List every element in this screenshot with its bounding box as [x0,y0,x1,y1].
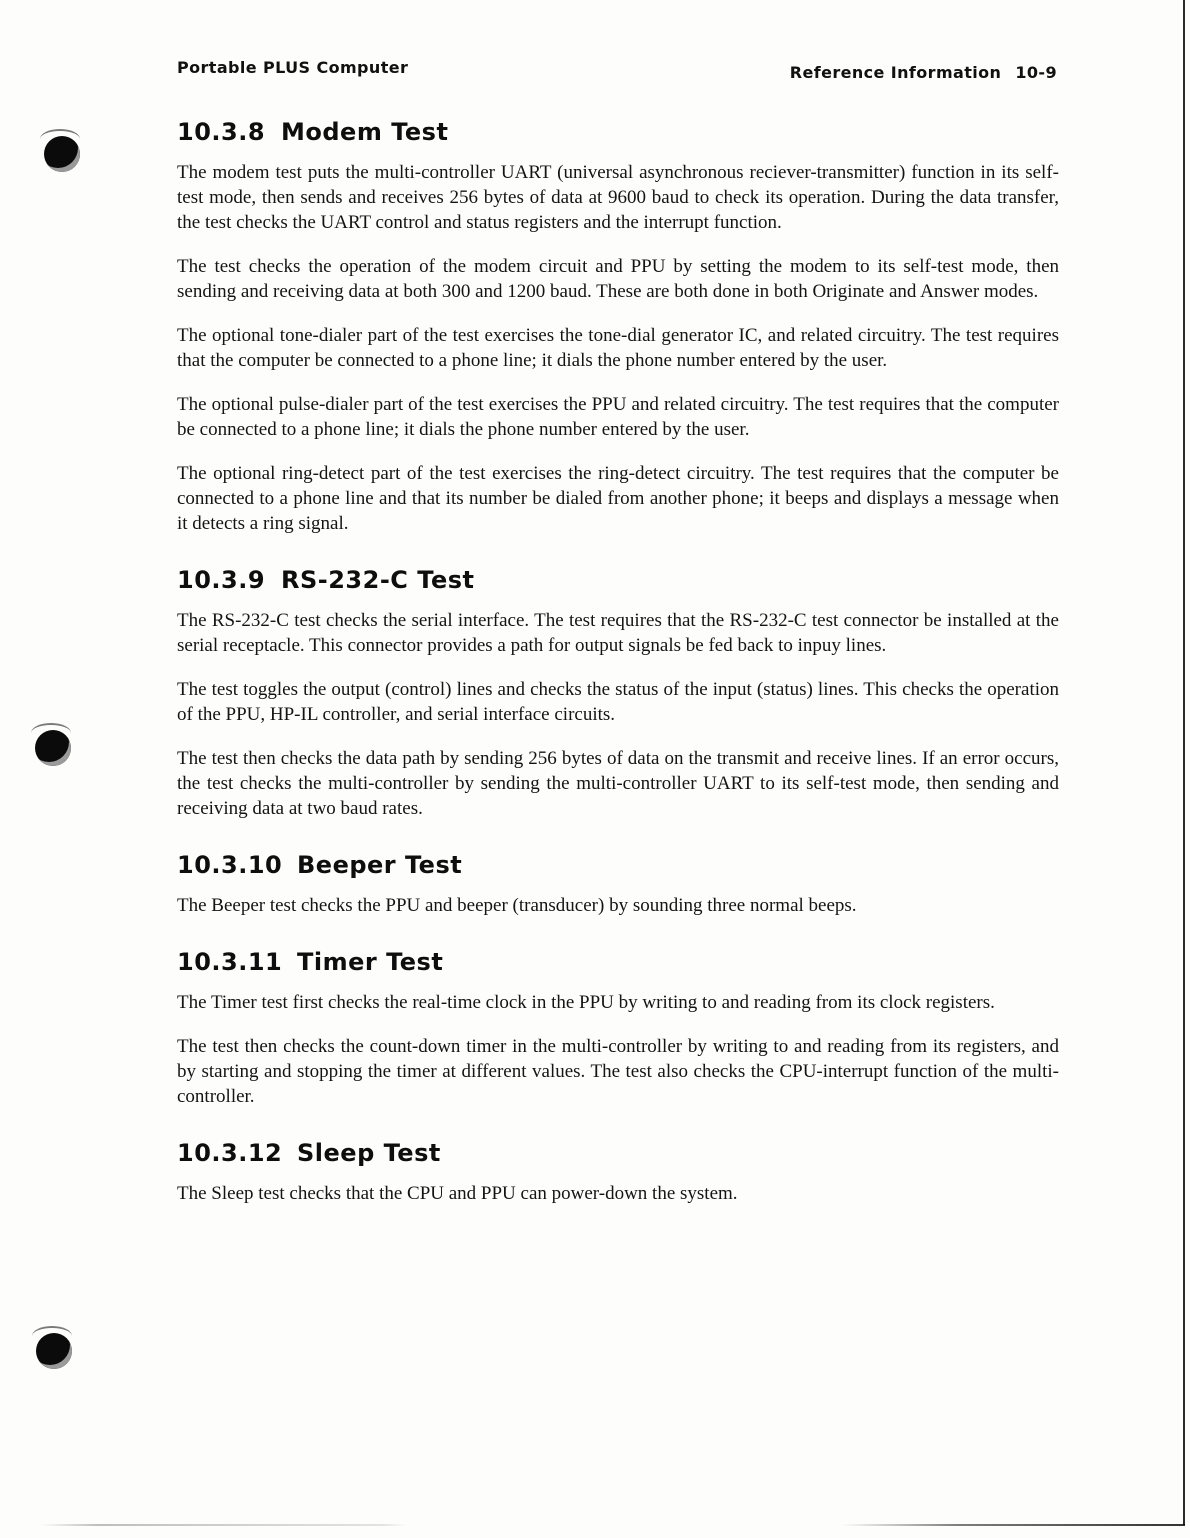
header-chapter [790,63,1057,82]
section-beeper-test [177,851,1059,918]
paragraph: The modem test puts the multi-controller UART (universal asynchronous reciever-transmitter) function in its self-test mode, then sends and receives 256 bytes of data at 9600 baud to check its operation. During the data transfer, the test checks the UART control and status registers and the interrupt function. [177,162,1059,233]
section-rs232c-test [177,566,1059,821]
paragraph: The optional tone-dialer part of the test exercises the tone-dial generator IC, and related circuitry. The test requires that the computer be connected to a phone line; it dials the phone number entered by the user. [177,325,1059,371]
paragraph: The RS-232-C test checks the serial interface. The test requires that the RS-232-C test connector be installed at the serial receptacle. This connector provides a path for output signals be fed back to inpuy lines. [177,610,1059,656]
section-heading [177,948,1059,976]
paragraph: The test checks the operation of the modem circuit and PPU by setting the modem to its self-test mode, then sending and receiving data at both 300 and 1200 baud. These are both done in both Originate and Answer modes. [177,256,1059,302]
section-number: 10.3.10 [177,851,283,879]
section-number: 10.3.9 [177,566,266,594]
page-edge-bottom [40,1524,1185,1526]
binder-hole-middle [35,730,71,766]
header-book-title: Portable PLUS Computer [177,58,409,77]
section-title: Sleep Test [297,1139,441,1167]
section-number: 10.3.12 [177,1139,283,1167]
header-chapter-title: Reference Information [789,63,1002,82]
section-heading [177,118,1059,146]
section-timer-test [177,948,1059,1109]
section-title: Timer Test [297,948,444,976]
paragraph: The test toggles the output (control) lines and checks the status of the input (status) lines. This checks the operation of the PPU, HP-IL controller, and serial interface circuits. [177,679,1059,725]
binder-hole-bottom [36,1333,72,1369]
paragraph: The Timer test first checks the real-time clock in the PPU by writing to and reading from its clock registers. [177,992,995,1013]
section-heading [177,1139,1059,1167]
section-title: RS-232-C Test [281,566,475,594]
section-modem-test [177,118,1059,536]
section-number: 10.3.8 [177,118,266,146]
section-title: Beeper Test [297,851,463,879]
paragraph: The Sleep test checks that the CPU and PPU can power-down the system. [177,1183,738,1204]
section-title: Modem Test [281,118,449,146]
paragraph: The test then checks the data path by sending 256 bytes of data on the transmit and receive lines. If an error occurs, the test checks the multi-controller by sending the multi-controller UART to its self-test mode, then sending and receiving data at two baud rates. [177,748,1059,819]
paragraph: The optional pulse-dialer part of the test exercises the PPU and related circuitry. The test requires that the computer be connected to a phone line; it dials the phone number entered by the user. [177,394,1059,440]
paragraph: The optional ring-detect part of the test exercises the ring-detect circuitry. The test requires that the computer be connected to a phone line and that its number be dialed from another phone; it beeps and displays a message when it detects a ring signal. [177,463,1059,534]
paragraph: The test then checks the count-down timer in the multi-controller by writing to and reading from its registers, and by starting and stopping the timer at different values. The test also checks the CPU-interrupt function of the multi-controller. [177,1036,1059,1107]
section-heading [177,851,1059,879]
section-heading [177,566,1059,594]
binder-hole-top [44,136,80,172]
section-sleep-test [177,1139,1059,1206]
paragraph: The Beeper test checks the PPU and beeper (transducer) by sounding three normal beeps. [177,895,857,916]
page-number: 10-9 [1015,63,1057,82]
page-edge-right [1183,0,1185,1525]
section-number: 10.3.11 [177,948,283,976]
page-body [177,118,1059,1236]
